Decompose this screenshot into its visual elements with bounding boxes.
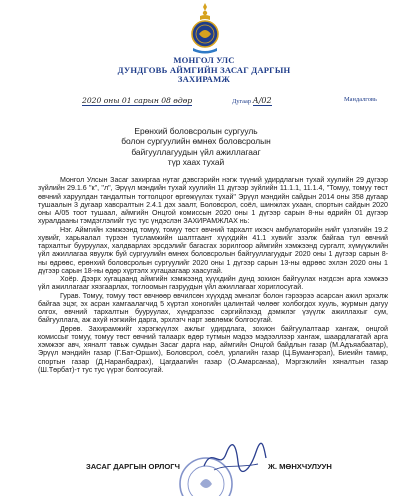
state-emblem-icon — [190, 2, 220, 54]
decree-body — [38, 176, 388, 374]
document-number — [232, 96, 312, 108]
issuer-block — [0, 56, 408, 85]
signer-position: ЗАСАГ ДАРГЫН ОРЛОГЧ — [86, 462, 180, 471]
issue-date — [82, 96, 202, 108]
body-paragraph: Дөрөв. Захирамжийг хэрэгжүүлэх ажлыг удирдлага, зохион байгуулалтаар хангаж, онцгой комиссыг томуу, томуу төст өвчний талаарх өдөр тутмын мэдээ мэдээллээр хангаж, шаардлагатай арга хэмжээг авч, хяналт тавьж сумдын Засаг дарга нар, аймгийн Онцгой байдлын газар (М.Адъяабаатар), Эрүүл мэндийн газар (Г.Бат-Орших), Боловсрол, соёл, урлагийн газар (Ц.Буманғэрэл), Биеийн тамир, спортын газар (Д.Наранбадрах), Цагдаагийн газар (О.Амарсанаа), Мэргэжлийн хяналтын газар (Ш.Төрбат)-т тус тус үүрэг болгосугай. — [38, 324, 388, 374]
body-paragraph: Хоёр. Дээрх хугацаанд аймгийн хэмжээнд хүүхдийн дунд зохион байгуулах нэгдсэн арга хэмжээ үйл ажиллагааг хязгаарлах, тоглоомын газруудын үйл ажиллагааг хориглосугай. — [38, 275, 388, 292]
body-paragraph: Нэг. Аймгийн хэмжээнд томуу, томуу төст өвчний тархалт ихэсч амбулаторийн нийт үзлэгийн 19.2 хувийг, харьяалал түрээн тусламжийн шалтгаант хүүхдийн 41.1 хувийг эзэлж байгаа тул өвчний тархалтыг бууруулах, халдварлах эрсдэлийг багасгах зорилгоор аймгийн хэмжээнд сургалт, хүмүүжлийн үйл ажиллагаа явуулж буй сургуулийн өмнөх боловсролын байгууллагуудыг 2020 оны 1 дүгээр сарын 8-ны өдрөөс, ерөнхий боловсролын сургуулийг 2020 оны 1 дүгээр сарын 13-ны өдрөөс эхлэн 2020 оны 1 дүгээр сарын 18-ны өдөр хүртэлх хугацаагаар хаасугай. — [38, 225, 388, 275]
issue-date-value: 2020 оны 01 сарын 08 өдөр — [82, 96, 193, 105]
body-paragraph: Монгол Улсын Засаг захиргаа нутаг дэвсгэрийн нэгж түүний удирдлагын тухай хуулийн 29 дүгээр зүйлийн 29.1.6 "к", "л", Эрүүл мэндийн тухай хуулийн 11 дүгээр зүйлийн 11.1.1, 11.1.4, "Томуу, томуу төст өвчний харуулдан тандалтын тогтолцоог өргөжүүлэх тухай" Эрүүл мэндийн сайдын 2014 оны 358 дугаар тушаалын 3 дугаар хавсралтын 2.4.1 дэх заалт, Боловсрол, соёл, шинжлэх ухаан, спортын сайдын 2020 оны А/05 тоот тушаал, аймгийн Онцгой комиссын 2020 оны 1 дүгээр сарын 8-ны өдрийн 01 дүгээр хуралдааны тэмдэглэлийг тус тус үндэслэн ЗАХИРАМЖЛАХ нь: — [38, 176, 388, 226]
issue-place: Мандалговь — [344, 96, 377, 103]
signer-name: Ж. МӨНХЧУЛУУН — [268, 462, 332, 471]
title-line: Ерөнхий боловсролын сургууль — [134, 126, 258, 136]
body-paragraph: Гурав. Томуу, томуу төст өвчнөөр өвчилсөн хүүхдэд эмнэлэг болон гэрээрээ асарсан ажил эрхэлж байгаа эцэг, эх асран хамгаалагчид 5 хүртэл хоногийн цалинтай чөлөөг холбогдох хууль, журмын дагуу олгох, өвчний тархалтын бууруулах, хүндрэлээс сэргийлэхэд дэмжлэг үзүүлж ажиллахыг сум, байгууллага, аж ахуй нэгжийн дарга, эрхлэгч нарт зөвлөмж болгосугай. — [38, 291, 388, 325]
country-name: МОНГОЛ УЛС — [173, 55, 235, 65]
document-type: ЗАХИРАМЖ — [177, 74, 231, 85]
title-line: түр хаах тухай — [167, 157, 225, 168]
document-number-value: А/02 — [252, 96, 272, 105]
issuer-name: ДУНДГОВЬ АЙМГИЙН ЗАСАГ ДАРГЫН — [117, 64, 291, 75]
title-line: байгууллагуудын үйл ажиллагааг — [131, 146, 261, 157]
title-line: болон сургуулийн өмнөх боловсролын — [121, 136, 271, 147]
signature-icon — [200, 440, 270, 476]
document-number-label: Дугаар — [232, 98, 252, 105]
decree-title — [96, 126, 296, 168]
